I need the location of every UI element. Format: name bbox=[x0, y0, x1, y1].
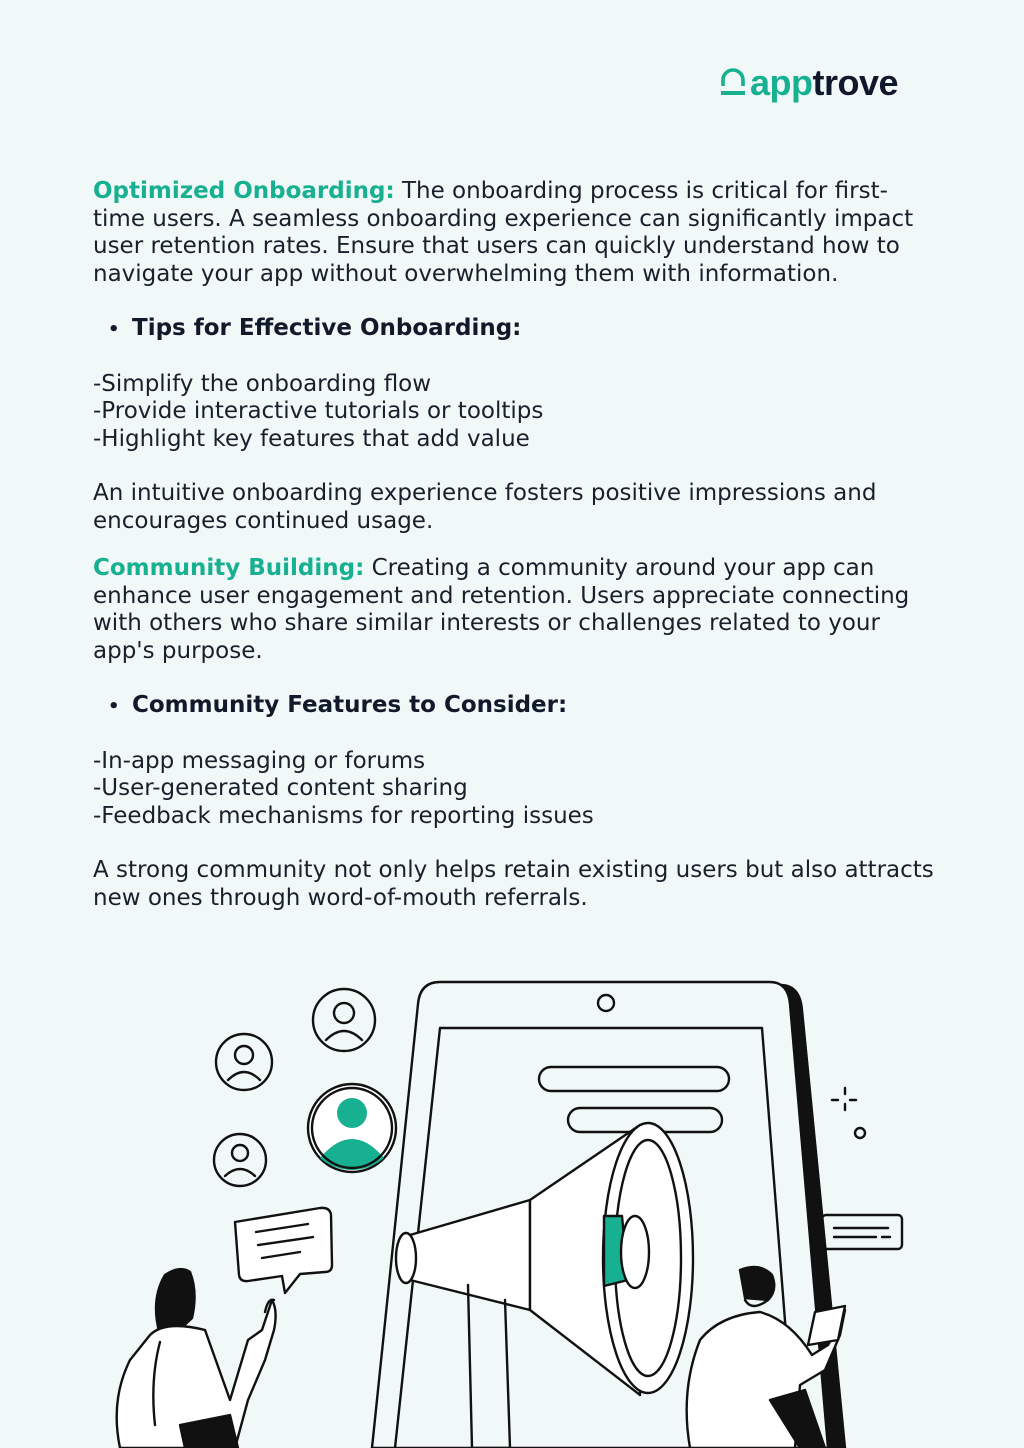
list-item: -In-app messaging or forums bbox=[93, 747, 426, 774]
list-item: -User-generated content sharing bbox=[93, 775, 468, 801]
section-community-heading: Community Building: bbox=[93, 555, 365, 581]
community-illustration bbox=[0, 960, 1024, 1448]
list-item: -Feedback mechanisms for reporting issues bbox=[93, 802, 594, 829]
user-icon bbox=[313, 989, 375, 1051]
section-community-intro: Community Building: Creating a community around your app can enhance user engagement and retention. Users appreciate connecting with others who share similar interests or challenges related to your app's purpose. bbox=[93, 555, 910, 664]
section-onboarding-intro: Optimized Onboarding: The onboarding process is critical for first-time users. A seamless onboarding experience can significantly impact user retention rates. Ensure that users can quickly understand how to navigate your app without overwhelming them with information. bbox=[93, 178, 914, 287]
onboarding-tips-bullet: • Tips for Effective Onboarding: bbox=[93, 315, 938, 344]
section-community-conclusion: A strong community not only helps retain existing users but also attracts new ones through word-of-mouth referrals. bbox=[93, 857, 934, 911]
logo-mark-icon bbox=[720, 68, 746, 98]
chat-bubble-icon bbox=[235, 1208, 332, 1293]
sparkle-icon bbox=[832, 1088, 865, 1138]
list-item: -Highlight key features that add value bbox=[93, 425, 530, 452]
brand-wordmark: apptrove bbox=[750, 62, 899, 103]
community-features-bullet: • Community Features to Consider: bbox=[93, 692, 938, 721]
section-onboarding-conclusion: An intuitive onboarding experience fosters positive impressions and encourages continued usage. bbox=[93, 480, 877, 534]
bullet-dot: • bbox=[108, 319, 120, 340]
section-onboarding-heading: Optimized Onboarding: bbox=[93, 178, 395, 204]
article-body bbox=[93, 178, 938, 912]
bullet-dot: • bbox=[108, 696, 120, 717]
user-icon bbox=[308, 1084, 396, 1172]
user-icon bbox=[214, 1134, 266, 1186]
message-card-icon bbox=[822, 1215, 902, 1249]
list-item: -Simplify the onboarding flow bbox=[93, 370, 432, 397]
brand-logo bbox=[720, 58, 940, 108]
person-woman-icon bbox=[117, 1269, 276, 1448]
user-icon bbox=[216, 1034, 272, 1090]
list-item: -Provide interactive tutorials or tooltips bbox=[93, 398, 544, 424]
